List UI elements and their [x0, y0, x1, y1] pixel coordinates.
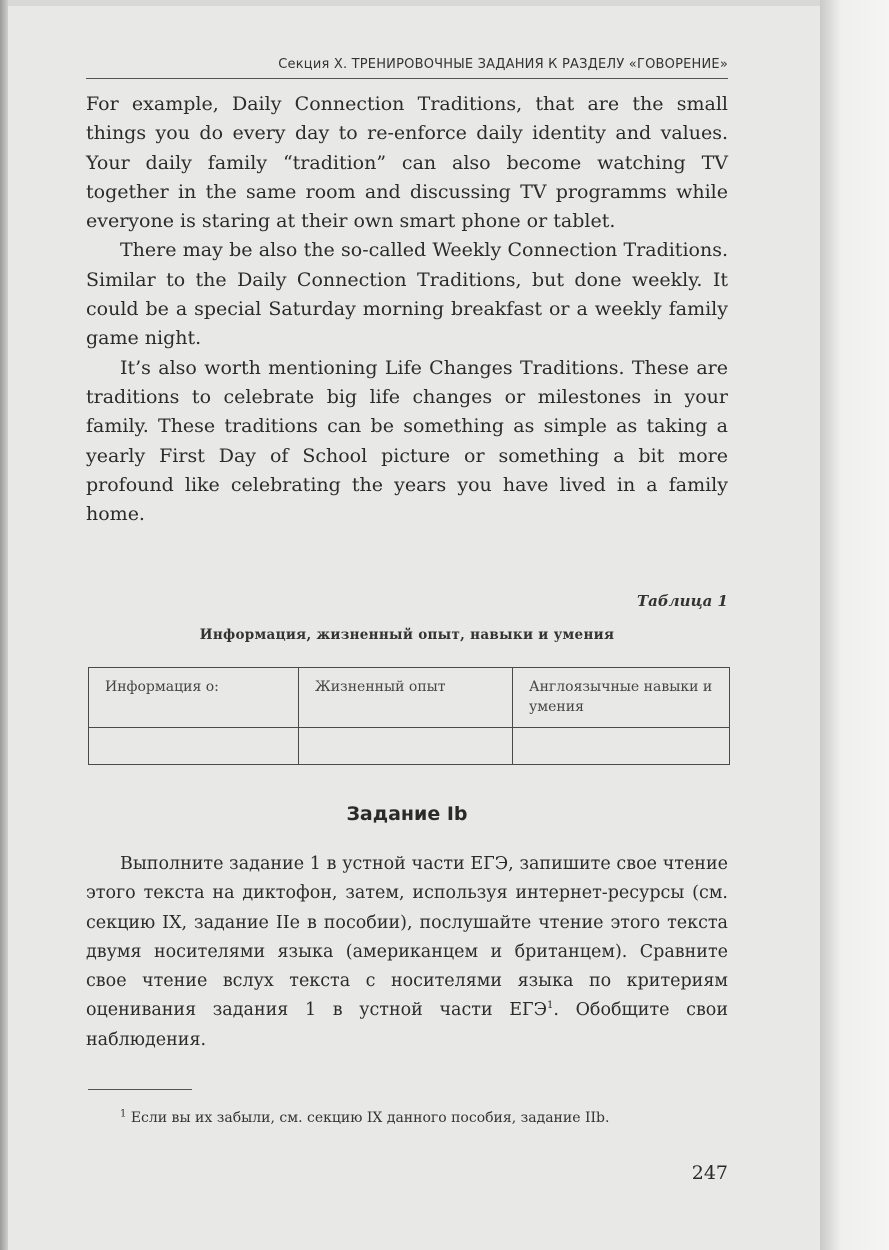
task-text-end: . Обобщите свои наблюдения.: [86, 1000, 728, 1050]
info-table: [88, 667, 730, 765]
page-right-margin: [820, 0, 889, 1250]
table-header-row: [89, 668, 730, 728]
table-cell: [89, 728, 299, 765]
table-cell: [299, 728, 513, 765]
paragraph-life-changes-traditions: It’s also worth mentioning Life Changes Traditions. These are traditions to celebrate big life changes or milestones in your family. These traditions can be something as simple as taking a yearly First Day of School picture or something a bit more profound like celebrating the years you have lived in a family home.: [86, 356, 728, 526]
footnote-text: Если вы их забыли, см. секцию IX данного пособия, задание IIb.: [126, 1110, 610, 1126]
table-cell: [513, 728, 730, 765]
footnote-ref: 1: [547, 1000, 554, 1012]
task-text-main: Выполните задание 1 в устной части ЕГЭ, запишите свое чтение этого текста на диктофон, затем, используя интернет-ресурсы (см. секцию IX, задание IIe в пособии), послушайте чтение этого текста двумя носителями языка (американцем и британцем). Сравните свое чтение вслух текста с носителями языка по критериям оценивания задания 1 в устной части ЕГЭ: [86, 854, 728, 1021]
footnote-rule: [88, 1089, 192, 1090]
footnote: [86, 1107, 728, 1130]
table-header-cell: Информация о:: [89, 668, 299, 728]
table-header-cell: Англоязычные навыки и умения: [513, 668, 730, 728]
paragraph-daily-traditions: For example, Daily Connection Traditions, that are the small things you do every day to re-enforce daily identity and values. Your daily family “tradition” can also become watching TV together in the same room and discussing TV programms while everyone is staring at their own smart phone or tablet.: [86, 93, 728, 233]
body-text: [86, 90, 728, 529]
table-header-cell: Жизненный опыт: [299, 668, 513, 728]
task-heading: Задание Ib: [346, 803, 468, 825]
table-label: Таблица 1: [636, 592, 728, 610]
paragraph-weekly-traditions: There may be also the so-called Weekly Connection Traditions. Similar to the Daily Connection Traditions, but done weekly. It could be a special Saturday morning breakfast or a weekly family game night.: [86, 239, 728, 350]
page-number: 247: [691, 1162, 728, 1184]
running-head: Секция X. ТРЕНИРОВОЧНЫЕ ЗАДАНИЯ К РАЗДЕЛУ «ГОВОРЕНИЕ»: [278, 57, 728, 72]
page-binding-edge: [0, 0, 8, 1250]
task-text: [86, 850, 728, 1055]
table-title: Информация, жизненный опыт, навыки и умения: [199, 627, 615, 643]
footnote-mark: 1: [120, 1108, 127, 1120]
table-row: [89, 728, 730, 765]
running-head-rule: [86, 78, 728, 79]
